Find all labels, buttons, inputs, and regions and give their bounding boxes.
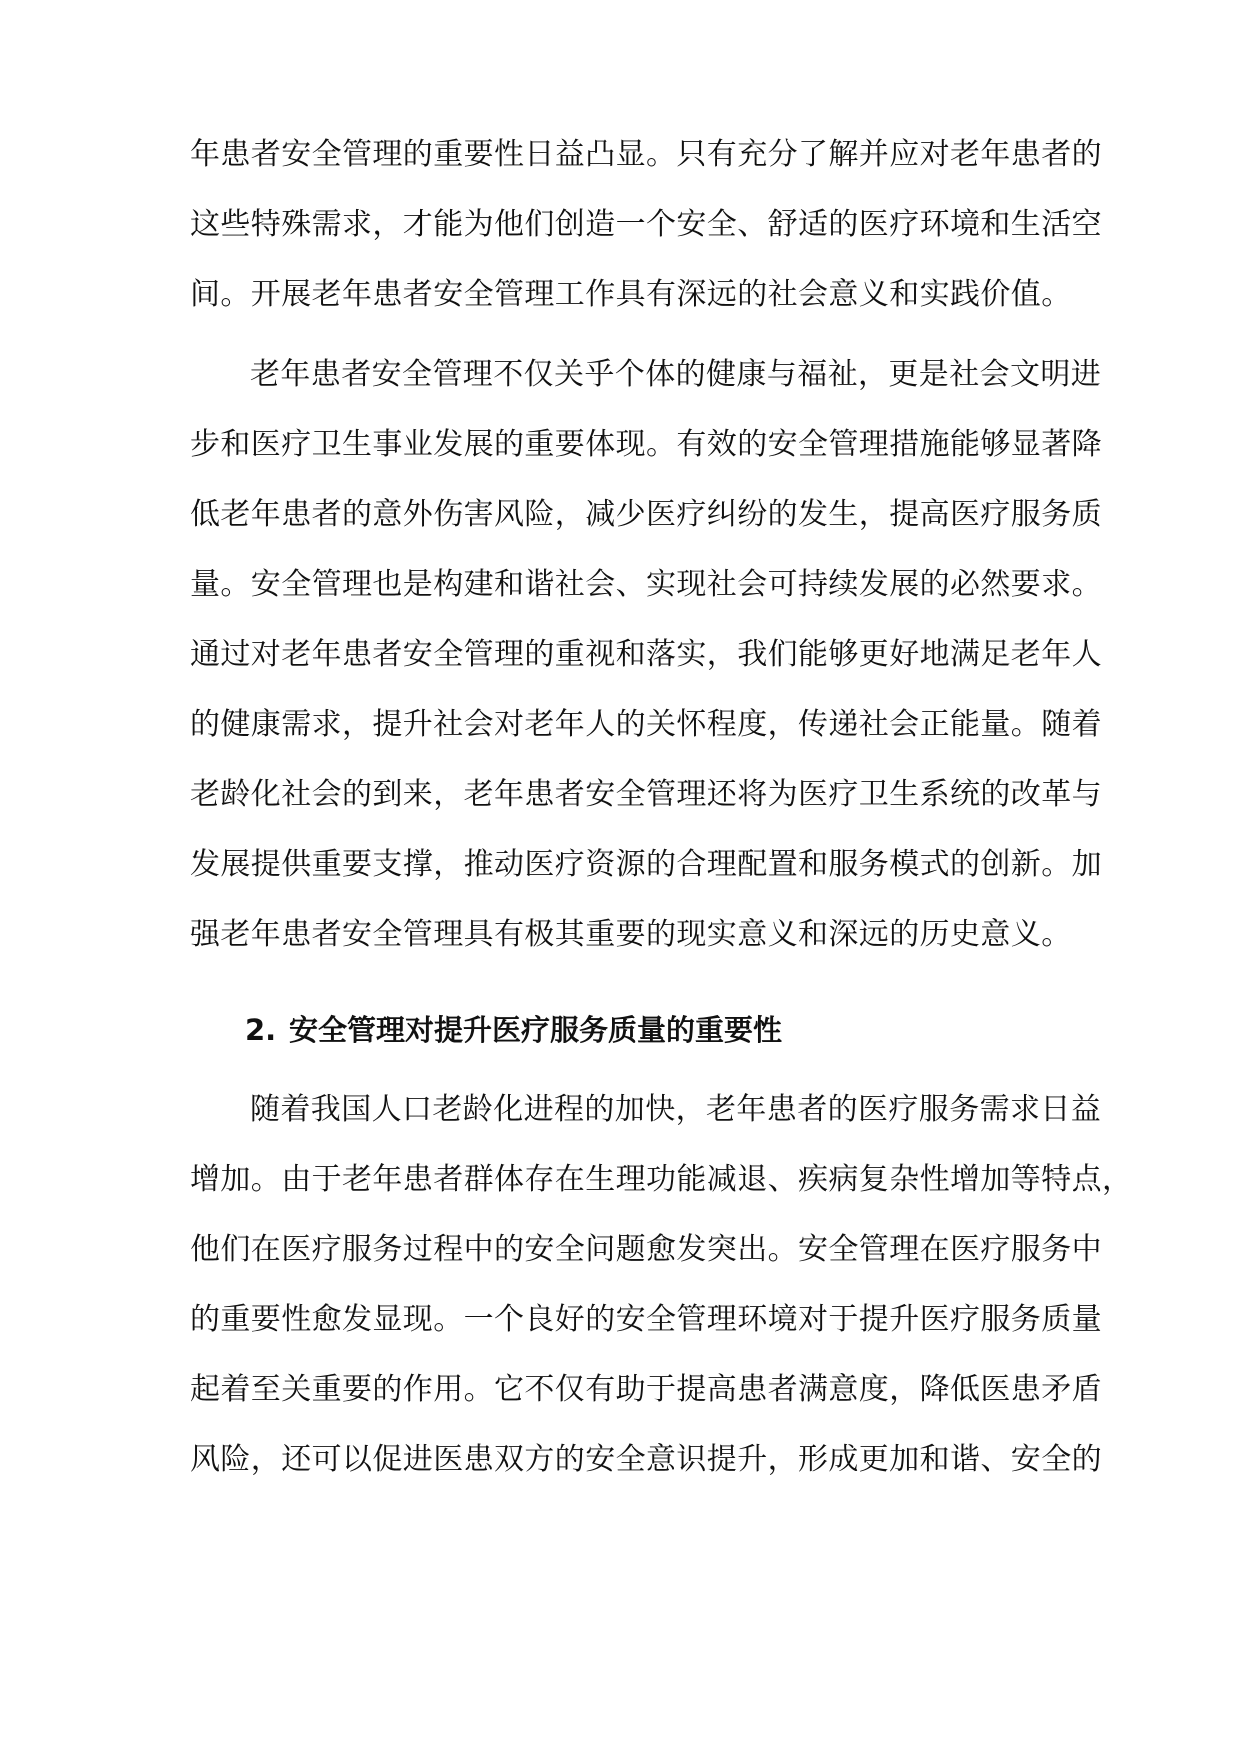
text-line: 量。安全管理也是构建和谐社会、实现社会可持续发展的必然要求。 [190,567,1102,602]
text-line: 的重要性愈发显现。一个良好的安全管理环境对于提升医疗服务质量 [190,1302,1102,1337]
text-line: 低老年患者的意外伤害风险，减少医疗纠纷的发生，提高医疗服务质 [190,497,1102,532]
text-line: 通过对老年患者安全管理的重视和落实，我们能够更好地满足老年人 [190,637,1102,672]
text-line: 的健康需求，提升社会对老年人的关怀程度，传递社会正能量。随着 [190,707,1102,742]
section-heading [245,1010,782,1050]
text-line: 这些特殊需求，才能为他们创造一个安全、舒适的医疗环境和生活空 [190,207,1102,242]
text-line: 风险，还可以促进医患双方的安全意识提升，形成更加和谐、安全的 [190,1442,1102,1477]
text-line: 起着至关重要的作用。它不仅有助于提高患者满意度，降低医患矛盾 [190,1372,1102,1407]
text-line-first: 老年患者安全管理不仅关乎个体的健康与福祉，更是社会文明进 [250,357,1102,392]
text-line: 他们在医疗服务过程中的安全问题愈发突出。安全管理在医疗服务中 [190,1232,1102,1267]
text-line: 老龄化社会的到来，老年患者安全管理还将为医疗卫生系统的改革与 [190,777,1102,812]
text-line-first: 随着我国人口老龄化进程的加快，老年患者的医疗服务需求日益 [250,1092,1102,1127]
text-line: 年患者安全管理的重要性日益凸显。只有充分了解并应对老年患者的 [190,137,1102,172]
text-line: 间。开展老年患者安全管理工作具有深远的社会意义和实践价值。 [190,277,1072,312]
text-line: 增加。由于老年患者群体存在生理功能减退、疾病复杂性增加等特点， [190,1162,1133,1197]
text-line: 强老年患者安全管理具有极其重要的现实意义和深远的历史意义。 [190,917,1072,952]
text-line: 发展提供重要支撑，推动医疗资源的合理配置和服务模式的创新。加 [190,847,1102,882]
text-line: 步和医疗卫生事业发展的重要体现。有效的安全管理措施能够显著降 [190,427,1102,462]
section-title: 安全管理对提升医疗服务质量的重要性 [289,1013,783,1047]
section-number: 2. [245,1013,277,1047]
